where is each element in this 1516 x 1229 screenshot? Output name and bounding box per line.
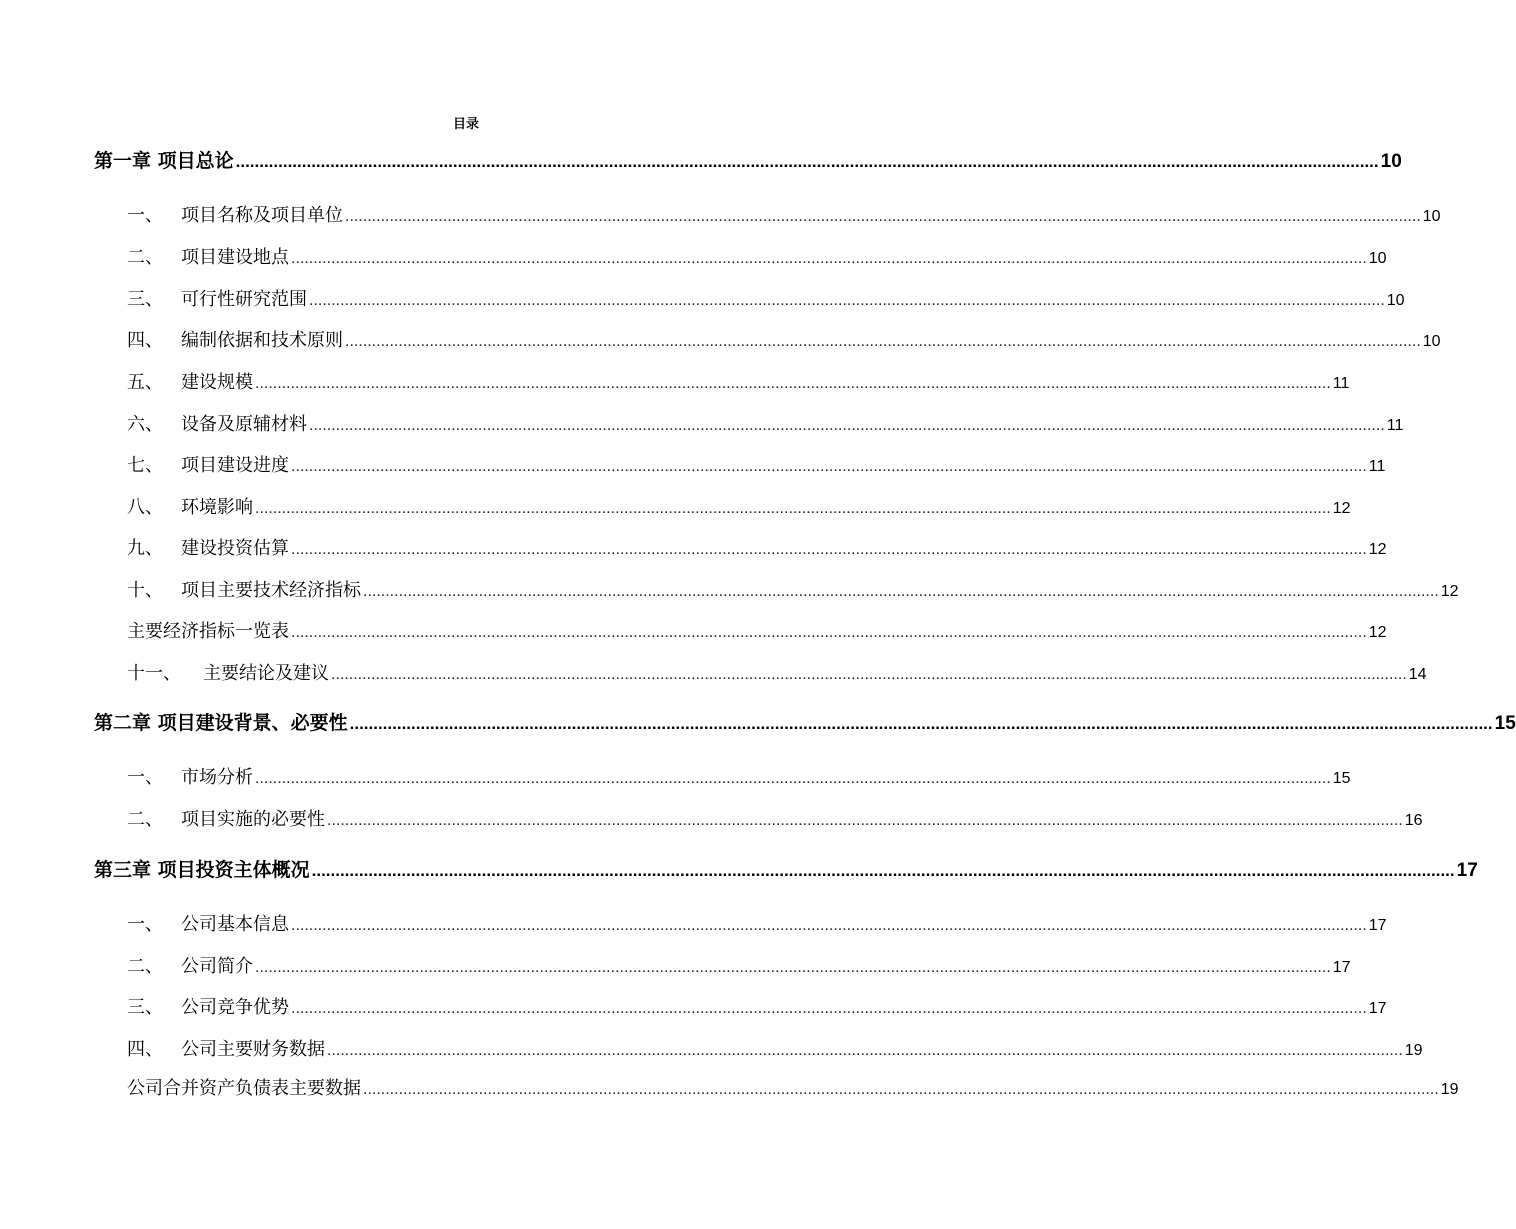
page-title: 目录 [452,117,479,132]
toc-page-number: 17 [1332,959,1351,976]
toc-leader-dots: .................................................................................................................................................................................................................................................. [255,959,1331,976]
toc-leader-dots: .................................................................................................................................................................................................................................................. [291,458,1367,475]
toc-entry-label: 建设投资估算 [181,538,289,559]
toc-section-1-9[interactable] [127,534,1387,560]
toc-page-number: 12 [1332,500,1351,517]
toc-leader-dots: .................................................................................................................................................................................................................................................. [345,208,1421,225]
toc-section-1-5[interactable] [127,368,1350,394]
toc-section-1-6[interactable] [127,410,1404,436]
toc-section-number: 六、 [127,414,163,435]
toc-page-number: 10 [1368,250,1387,267]
toc-page-number: 17 [1368,1000,1387,1017]
toc-leader-dots: .................................................................................................................................................................................................................................................. [291,917,1367,934]
toc-leader-dots: .................................................................................................................................................................................................................................................. [291,624,1367,641]
toc-leader-dots: .................................................................................................................................................................................................................................................. [349,714,1493,733]
toc-leader-dots: .................................................................................................................................................................................................................................................. [363,1081,1439,1098]
toc-leader-dots: .................................................................................................................................................................................................................................................. [311,861,1455,880]
toc-leader-dots: .................................................................................................................................................................................................................................................. [309,417,1385,434]
toc-page-number: 12 [1440,583,1459,600]
toc-entry-label: 主要结论及建议 [203,663,329,684]
toc-entry-label: 主要经济指标一览表 [127,621,289,642]
toc-entry-label: 公司合并资产负债表主要数据 [127,1078,361,1099]
toc-page-number: 15 [1494,713,1516,734]
toc-chapter-1[interactable] [94,146,1402,173]
toc-section-3-3[interactable] [127,993,1387,1019]
toc-section-number: 二、 [127,809,163,830]
toc-section-3-1[interactable] [127,910,1387,936]
toc-entry-label: 市场分析 [181,767,253,788]
toc-entry-label: 环境影响 [181,497,253,518]
toc-page-number: 19 [1404,1042,1423,1059]
toc-section-number: 四、 [127,330,163,351]
toc-leader-dots: .................................................................................................................................................................................................................................................. [235,152,1379,171]
toc-entry-label: 项目建设进度 [181,455,289,476]
toc-leader-dots: .................................................................................................................................................................................................................................................. [363,583,1439,600]
toc-section-1-10[interactable] [127,576,1459,602]
toc-section-1-4[interactable] [127,326,1441,352]
toc-entry-label: 第一章 项目总论 [94,150,234,172]
toc-page-number: 12 [1368,624,1387,641]
toc-section-number: 十一、 [127,663,181,684]
toc-section-number: 五、 [127,372,163,393]
toc-section-1-7[interactable] [127,451,1386,477]
toc-page-number: 11 [1386,417,1404,434]
toc-leader-dots: .................................................................................................................................................................................................................................................. [291,250,1367,267]
toc-section-number: 八、 [127,497,163,518]
toc-section-1-1[interactable] [127,201,1441,227]
toc-section-1-3[interactable] [127,285,1405,311]
toc-chapter-3[interactable] [94,855,1478,882]
toc-leader-dots: .................................................................................................................................................................................................................................................. [327,812,1403,829]
toc-leader-dots: .................................................................................................................................................................................................................................................. [255,375,1331,392]
toc-entry-label: 公司简介 [181,956,253,977]
toc-section-number: 七、 [127,455,163,476]
toc-page-number: 10 [1422,333,1441,350]
toc-page-number: 11 [1368,458,1386,475]
toc-section-number: 三、 [127,289,163,310]
toc-entry-label: 建设规模 [181,372,253,393]
toc-section-number: 二、 [127,956,163,977]
toc-leader-dots: .................................................................................................................................................................................................................................................. [345,333,1421,350]
toc-section-1-2[interactable] [127,243,1387,269]
toc-page-number: 10 [1386,292,1405,309]
toc-section-3-2[interactable] [127,952,1351,978]
toc-leader-dots: .................................................................................................................................................................................................................................................. [309,292,1385,309]
toc-section-3-4[interactable] [127,1035,1423,1061]
toc-section-number: 九、 [127,538,163,559]
toc-section-number: 一、 [127,914,163,935]
toc-section-number: 十、 [127,580,163,601]
toc-entry-label: 项目名称及项目单位 [181,205,343,226]
toc-page-number: 17 [1368,917,1387,934]
toc-page-number: 19 [1440,1081,1459,1098]
toc-entry-label: 第三章 项目投资主体概况 [94,859,310,881]
toc-page-number: 12 [1368,541,1387,558]
toc-leader-dots: .................................................................................................................................................................................................................................................. [331,666,1407,683]
toc-section-number: 一、 [127,205,163,226]
toc-entry-label: 设备及原辅材料 [181,414,307,435]
toc-page-number: 10 [1422,208,1441,225]
toc-chapter-2[interactable] [94,708,1516,735]
toc-page-number: 14 [1408,666,1427,683]
toc-leader-dots: .................................................................................................................................................................................................................................................. [291,1000,1367,1017]
toc-page-number: 17 [1456,860,1478,881]
toc-page-number: 10 [1380,151,1402,172]
toc-leader-dots: .................................................................................................................................................................................................................................................. [255,770,1331,787]
toc-section-3-table[interactable] [127,1074,1459,1100]
toc-page-number: 11 [1332,375,1350,392]
toc-entry-label: 公司竞争优势 [181,997,289,1018]
toc-entry-label: 第二章 项目建设背景、必要性 [94,712,348,734]
toc-page-number: 16 [1404,812,1423,829]
toc-section-2-1[interactable] [127,763,1351,789]
toc-section-number: 二、 [127,247,163,268]
toc-leader-dots: .................................................................................................................................................................................................................................................. [291,541,1367,558]
toc-entry-label: 项目实施的必要性 [181,809,325,830]
toc-page-number: 15 [1332,770,1351,787]
toc-entry-label: 公司基本信息 [181,914,289,935]
toc-section-1-table[interactable] [127,617,1387,643]
toc-entry-label: 编制依据和技术原则 [181,330,343,351]
toc-leader-dots: .................................................................................................................................................................................................................................................. [255,500,1331,517]
toc-entry-label: 项目建设地点 [181,247,289,268]
toc-section-number: 三、 [127,997,163,1018]
toc-section-2-2[interactable] [127,805,1423,831]
toc-section-1-11[interactable] [127,659,1427,685]
toc-section-number: 一、 [127,767,163,788]
toc-leader-dots: .................................................................................................................................................................................................................................................. [327,1042,1403,1059]
toc-section-1-8[interactable] [127,493,1351,519]
toc-entry-label: 可行性研究范围 [181,289,307,310]
toc-entry-label: 项目主要技术经济指标 [181,580,361,601]
toc-section-number: 四、 [127,1039,163,1060]
toc-entry-label: 公司主要财务数据 [181,1039,325,1060]
